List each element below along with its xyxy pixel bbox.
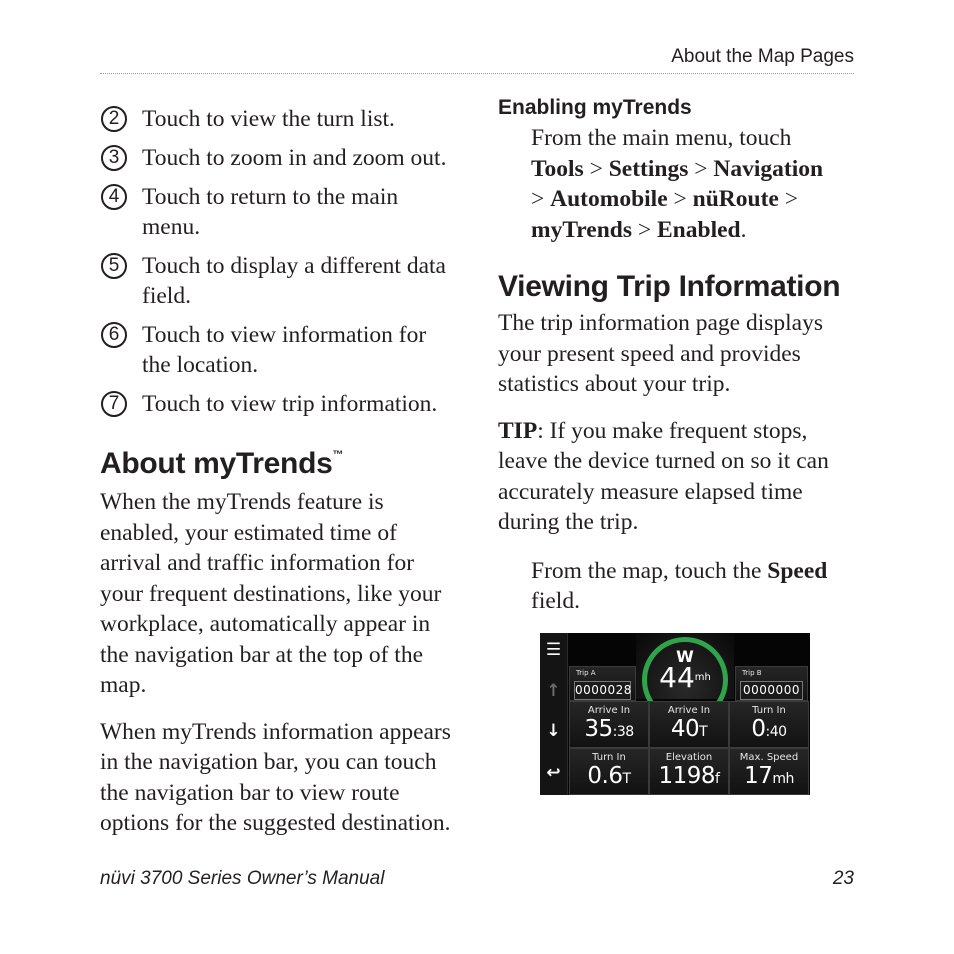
data-field-tile: Arrive In 35:38 xyxy=(569,701,649,748)
about-mytrends-heading: About myTrends™ xyxy=(100,447,344,480)
step-item xyxy=(100,320,460,380)
scroll-up-arrow-icon: ↑ xyxy=(546,681,561,701)
scroll-down-arrow-icon: ↓ xyxy=(546,721,561,741)
viewing-trip-heading: Viewing Trip Information xyxy=(498,270,841,303)
step-number-icon: 4 xyxy=(101,184,127,210)
speed-instruction: From the map, touch the Speed field. xyxy=(531,557,828,614)
trip-information-screenshot xyxy=(540,633,810,795)
enabling-mytrends-heading: Enabling myTrends xyxy=(498,96,692,119)
trip-a-odometer: Trip A 0000028 xyxy=(569,666,636,701)
step-text: Touch to display a different data field. xyxy=(142,253,446,309)
step-item xyxy=(100,182,460,242)
step-text: Touch to return to the main menu. xyxy=(142,184,399,240)
device-sidebar xyxy=(540,633,568,795)
data-field-tile: Arrive In 40T xyxy=(649,701,729,748)
trademark-symbol: ™ xyxy=(332,449,344,461)
running-head: About the Map Pages xyxy=(671,46,854,67)
back-arrow-icon: ↩ xyxy=(546,763,561,783)
trip-b-odometer: Trip B 0000000 xyxy=(735,666,808,701)
about-paragraph-2: When myTrends information appears in the navigation bar, you can touch the navigation bar to view route options for the suggested destination. xyxy=(100,718,451,836)
speedometer xyxy=(636,633,734,699)
step-number-icon: 2 xyxy=(101,106,127,132)
viewing-paragraph: The trip information page displays your present speed and provides statistics about your trip. xyxy=(498,310,824,397)
about-paragraph-1: When the myTrends feature is enabled, your estimated time of arrival and traffic information for your frequent destinations, like your workplace, automatically appear in the navigation bar at the top of the map. xyxy=(100,489,442,698)
data-field-tile: Turn In 0.6T xyxy=(569,748,649,795)
step-item xyxy=(100,143,460,173)
step-text: Touch to zoom in and zoom out. xyxy=(142,145,447,171)
step-item xyxy=(100,389,460,419)
step-number-icon: 5 xyxy=(101,253,127,279)
step-item xyxy=(100,104,460,134)
step-text: Touch to view trip information. xyxy=(142,391,438,417)
left-column xyxy=(100,104,460,839)
step-number-icon: 7 xyxy=(101,391,127,417)
footer-page-number: 23 xyxy=(832,868,854,889)
header-rule xyxy=(100,73,854,74)
current-speed: $44^{mh}$ xyxy=(659,661,711,694)
tip-paragraph: TIP: If you make frequent stops, leave the device turned on so it can accurately measure elapsed time during the trip. xyxy=(498,417,829,535)
enabling-instructions: From the main menu, touch Tools > Settings > Navigation > Automobile > nüRoute > myTrends > Enabled. xyxy=(531,125,824,243)
step-number-icon: 6 xyxy=(101,322,127,348)
step-text: Touch to view information for the location. xyxy=(142,322,427,378)
step-number-icon: 3 xyxy=(101,145,127,171)
compass-heading: W xyxy=(676,647,694,666)
footer-manual-title: nüvi 3700 Series Owner’s Manual xyxy=(100,868,385,889)
right-column xyxy=(498,96,854,617)
data-field-tile: Elevation 1198f xyxy=(649,748,729,795)
menu-icon: ☰ xyxy=(545,640,562,660)
step-text: Touch to view the turn list. xyxy=(142,106,395,132)
step-item xyxy=(100,251,460,311)
data-field-tile: Turn In 0:40 xyxy=(729,701,809,748)
data-field-tile: Max. Speed 17mh xyxy=(729,748,809,795)
